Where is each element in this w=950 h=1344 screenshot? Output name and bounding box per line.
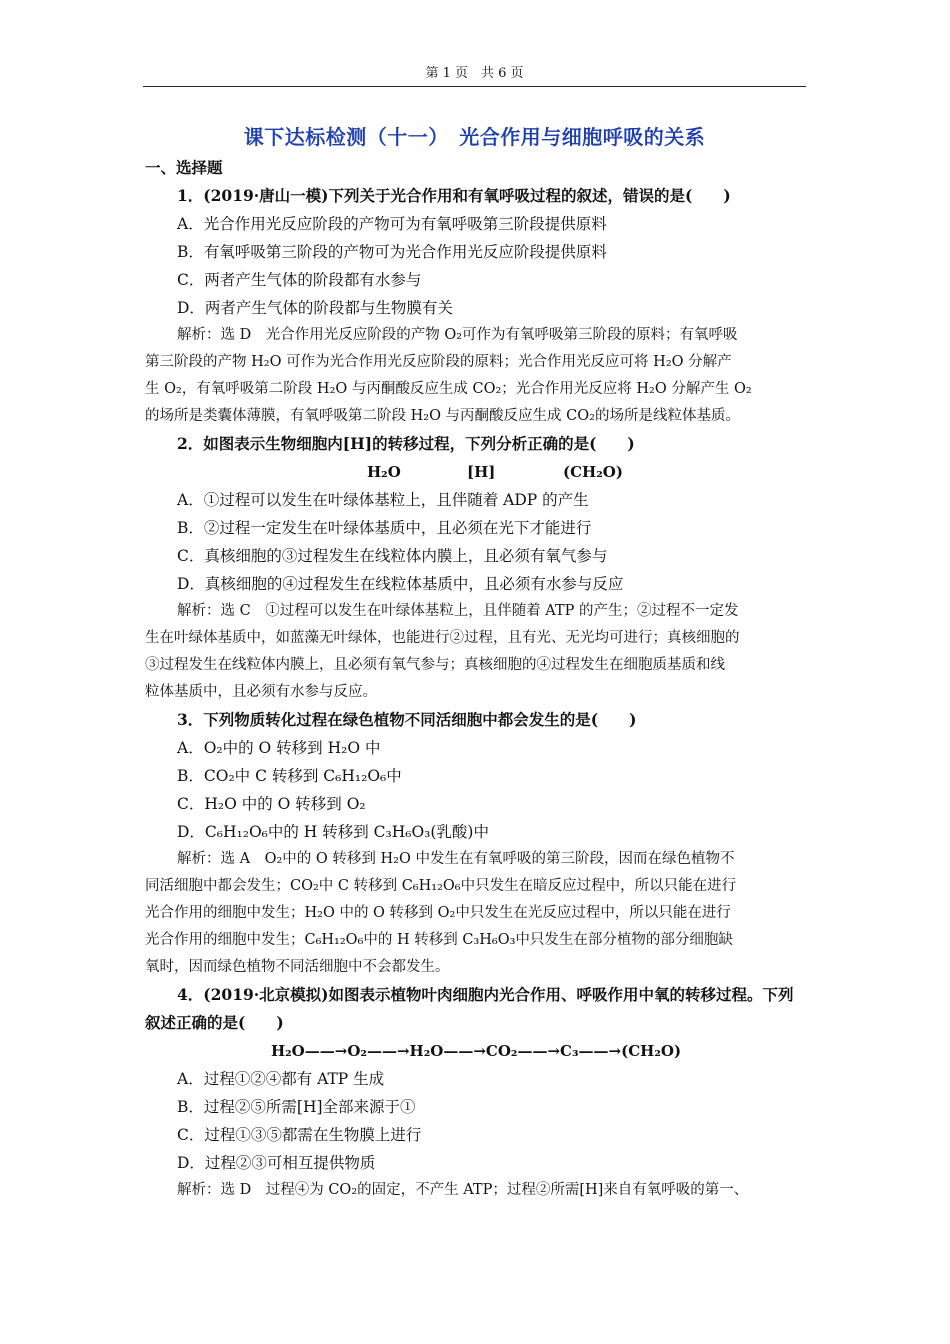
explanation-line: 光合作用的细胞中发生；H₂O 中的 O 转移到 O₂中只发生在光反应过程中，所以只能在进行 — [145, 905, 731, 921]
figure-label-h: [H] — [467, 463, 496, 481]
question-2-option-c: C．真核细胞的③过程发生在线粒体内膜上，且必须有氧气参与 — [177, 547, 608, 565]
figure-label-ch2o: (CH₂O) — [563, 463, 623, 481]
page-number: 第 1 页 共 6 页 — [425, 66, 524, 81]
question-4-option-a: A．过程①②④都有 ATP 生成 — [177, 1070, 385, 1088]
question-3-option-a: A．O₂中的 O 转移到 H₂O 中 — [177, 739, 381, 757]
explanation-line: 光合作用的细胞中发生；C₆H₁₂O₆中的 H 转移到 C₃H₆O₃中只发生在部分植物的部分细胞缺 — [145, 932, 733, 948]
explanation-line: 解析：选 A O₂中的 O 转移到 H₂O 中发生在有氧呼吸的第三阶段，因而在绿色植物不 — [177, 851, 735, 867]
question-2-explanation — [145, 598, 807, 706]
question-3-stem: 3．下列物质转化过程在绿色植物不同活细胞中都会发生的是( ) — [177, 710, 637, 729]
question-2-option-b: B．②过程一定发生在叶绿体基质中，且必须在光下才能进行 — [177, 519, 592, 537]
explanation-line: 的场所是类囊体薄膜，有氧呼吸第二阶段 H₂O 与丙酮酸反应生成 CO₂的场所是线粒体基质。 — [145, 408, 740, 424]
explanation-line: 同活细胞中都会发生；CO₂中 C 转移到 C₆H₁₂O₆中只发生在暗反应过程中，所以只能在进行 — [145, 878, 737, 894]
question-4-stem: 4．(2019·北京模拟)如图表示植物叶肉细胞内光合作用、呼吸作用中氧的转移过程。下列 — [177, 985, 794, 1004]
question-1-stem: 1．(2019·唐山一模)下列关于光合作用和有氧呼吸过程的叙述，错误的是( ) — [177, 186, 731, 205]
explanation-line: 生在叶绿体基质中，如蓝藻无叶绿体，也能进行②过程，且有光、无光均可进行；真核细胞的 — [145, 630, 740, 646]
page-title: 课下达标检测（十一） 光合作用与细胞呼吸的关系 — [243, 125, 706, 149]
question-1-option-c: C．两者产生气体的阶段都有水参与 — [177, 271, 422, 289]
document-body — [145, 154, 807, 1204]
explanation-line: 解析：选 C ①过程可以发生在叶绿体基粒上，且伴随着 ATP 的产生；②过程不一定发 — [177, 603, 739, 619]
explanation-line: 解析：选 D 过程④为 CO₂的固定，不产生 ATP；过程②所需[H]来自有氧呼吸的第一、 — [177, 1182, 749, 1198]
question-1-explanation — [145, 322, 807, 430]
question-2-option-d: D．真核细胞的④过程发生在线粒体基质中，且必须有水参与反应 — [177, 575, 624, 593]
question-3-option-d: D．C₆H₁₂O₆中的 H 转移到 C₃H₆O₃(乳酸)中 — [177, 823, 489, 841]
question-3-option-c: C．H₂O 中的 O 转移到 O₂ — [177, 795, 366, 813]
question-2-stem: 2．如图表示生物细胞内[H]的转移过程，下列分析正确的是( ) — [177, 434, 635, 453]
explanation-line: 第三阶段的产物 H₂O 可作为光合作用光反应阶段的原料；光合作用光反应可将 H₂O 分解产 — [145, 354, 732, 370]
question-1-option-a: A．光合作用光反应阶段的产物可为有氧呼吸第三阶段提供原料 — [177, 215, 607, 233]
question-3-explanation — [145, 846, 807, 981]
explanation-line: ③过程发生在线粒体内膜上，且必须有氧气参与；真核细胞的④过程发生在细胞质基质和线 — [145, 657, 725, 673]
question-3-option-b: B．CO₂中 C 转移到 C₆H₁₂O₆中 — [177, 767, 402, 785]
explanation-line: 生 O₂，有氧呼吸第二阶段 H₂O 与丙酮酸反应生成 CO₂；光合作用光反应将 H₂O 分解产生 O₂ — [145, 381, 752, 397]
question-4-explanation — [145, 1177, 807, 1204]
explanation-line: 粒体基质中，且必须有水参与反应。 — [145, 684, 377, 700]
explanation-line: 氧时，因而绿色植物不同活细胞中不会都发生。 — [145, 959, 450, 975]
question-4-figure: H₂O——→O₂——→H₂O——→CO₂——→C₃——→(CH₂O) — [270, 1042, 682, 1060]
question-1-option-b: B．有氧呼吸第三阶段的产物可为光合作用光反应阶段提供原料 — [177, 243, 607, 261]
section-heading: 一、选择题 — [145, 158, 223, 177]
figure-label-h2o: H₂O — [367, 463, 401, 481]
question-1-option-d: D．两者产生气体的阶段都与生物膜有关 — [177, 299, 453, 317]
question-4-option-b: B．过程②⑤所需[H]全部来源于① — [177, 1098, 416, 1116]
explanation-line: 解析：选 D 光合作用光反应阶段的产物 O₂可作为有氧呼吸第三阶段的原料；有氧呼吸 — [177, 327, 738, 343]
question-4-option-d: D．过程②③可相互提供物质 — [177, 1154, 376, 1172]
page-header — [143, 64, 806, 87]
question-2-option-a: A．①过程可以发生在叶绿体基粒上，且伴随着 ADP 的产生 — [177, 491, 589, 509]
question-4-stem-continued: 叙述正确的是( ) — [145, 1013, 284, 1032]
question-2-figure — [145, 458, 807, 486]
question-4-option-c: C．过程①③⑤都需在生物膜上进行 — [177, 1126, 422, 1144]
